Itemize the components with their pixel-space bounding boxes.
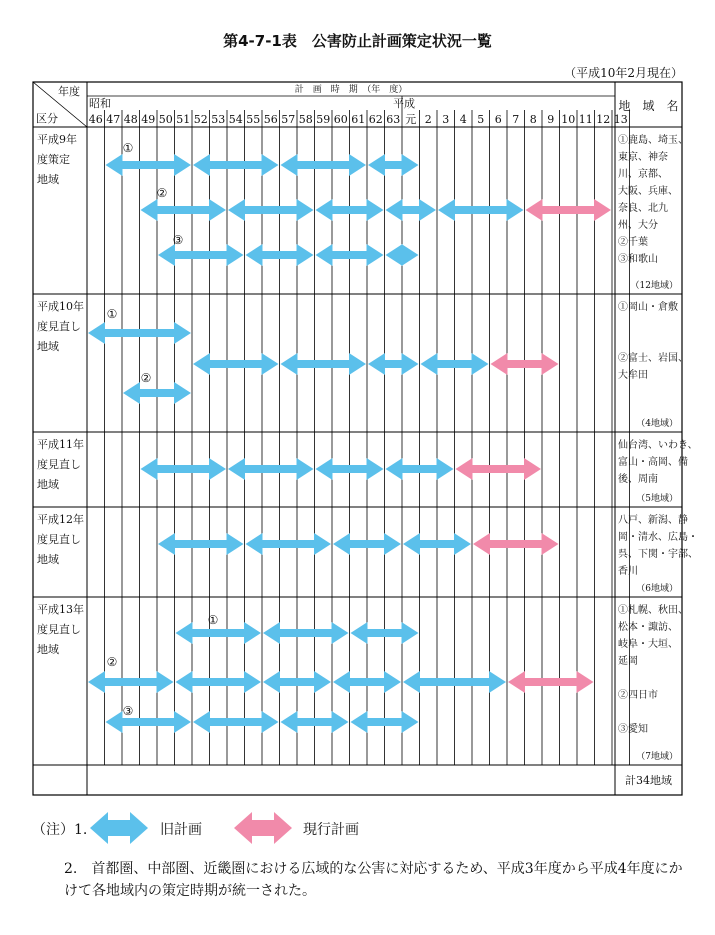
old-plan-arrow [193,353,279,375]
old-plan-arrow [281,353,367,375]
year-label: 47 [106,113,121,126]
year-label: 9 [547,113,555,126]
region-name: 大阪、兵庫、 [618,186,678,197]
page-title: 第4-7-1表 公害防止計画策定状況一覧 [223,32,492,50]
as-of-date: （平成10年2月現在） [564,66,683,80]
region-name: 仙台湾、いわき、 [618,440,698,451]
plan-period-label: 計 画 時 期 （年 度） [294,85,408,95]
current-plan-arrow [473,533,559,555]
year-label: 11 [578,113,593,126]
legend-old-arrow-icon [88,810,150,846]
plan-marker: ② [156,186,168,200]
row-label: 平成9年 [37,133,77,146]
region-name: 香川 [618,566,638,577]
note-2: 2. 首都圏、中部圏、近畿圏における広域的な公害に対応するため、平成3年度から平成4年度にかけて各地域内の策定時期が統一された。 [64,861,683,899]
year-label: 49 [141,113,156,126]
old-plan-arrow [141,199,227,221]
region-name: 岡・清水、広島・ [618,532,698,543]
region-count: （12地域） [630,281,678,291]
old-plan-arrow [438,199,524,221]
region-name: 奈良、北九 [618,203,668,214]
region-name: ③和歌山 [618,254,658,265]
year-label: 46 [88,113,103,126]
region-name: 岐阜・大垣、 [618,639,678,650]
old-plan-arrow [228,199,314,221]
plan-marker: ② [140,371,152,385]
year-label: 元 [405,113,417,126]
region-name: ②千葉 [618,237,648,248]
table-frame [33,82,682,795]
year-label: 2 [424,113,432,126]
year-label: 52 [193,113,208,126]
current-plan-arrow [508,671,594,693]
plan-marker: ③ [172,233,184,247]
year-label: 62 [368,113,383,126]
corner-label-year: 年度 [58,85,80,98]
era-heisei-label: 平成 [393,97,415,110]
row-label: 平成11年 [37,438,84,451]
legend-current-label: 現行計画 [303,822,359,838]
region-name: ②四日市 [618,690,658,701]
row-label: 平成13年 [37,603,84,616]
region-count: （4地域） [636,419,678,429]
corner-label-category: 区分 [36,112,58,125]
region-name: 川、京都、 [618,169,668,180]
year-label: 60 [333,113,348,126]
year-label: 51 [176,113,191,126]
row-label: 平成12年 [37,513,84,526]
old-plan-arrow [88,671,174,693]
year-label: 53 [211,113,226,126]
old-plan-arrow [263,622,349,644]
old-plan-arrow [368,154,419,176]
old-plan-arrow [193,711,279,733]
note-1-label: （注）1. [32,822,88,838]
row-label: 度見直し [37,458,81,471]
region-count: （6地域） [636,584,678,594]
year-label: 7 [512,113,520,126]
old-plan-arrow [281,154,367,176]
year-label: 58 [298,113,313,126]
region-name: ①岡山・倉敷 [618,302,678,313]
old-plan-arrow [106,154,192,176]
old-plan-arrow [158,244,244,266]
row-label: 平成10年 [37,300,84,313]
year-label: 55 [246,113,261,126]
old-plan-arrow [106,711,192,733]
row-label: 度策定 [37,153,70,166]
region-name: 州、大分 [618,220,658,231]
region-name: 呉、下関・宇部、 [618,549,698,560]
old-plan-arrow [158,533,244,555]
era-showa-label: 昭和 [89,97,111,110]
current-plan-arrow [456,458,542,480]
year-label: 61 [351,113,366,126]
row-label: 度見直し [37,533,81,546]
old-plan-arrow [141,458,227,480]
year-label: 13 [613,113,628,126]
legend-old-label: 旧計画 [160,822,202,838]
row-label: 地域 [37,340,59,353]
region-name: ①札幌、秋田、 [618,605,688,616]
region-name: ②富士、岩国、 [618,353,688,364]
row-label: 地域 [37,553,59,566]
plan-marker: ① [207,613,219,627]
old-plan-arrow [246,533,332,555]
plan-marker: ① [122,141,134,155]
year-label: 54 [228,113,243,126]
old-plan-arrow [368,353,419,375]
year-label: 56 [263,113,278,126]
year-label: 10 [561,113,576,126]
region-count: （7地域） [636,752,678,762]
plan-marker: ① [106,307,118,321]
region-name: ①鹿島、埼玉、 [618,135,688,146]
region-name: 大牟田 [618,370,648,381]
old-plan-arrow [193,154,279,176]
year-label: 3 [442,113,450,126]
region-name: 延岡 [618,656,638,667]
year-label: 12 [596,113,611,126]
current-plan-arrow [526,199,612,221]
row-label: 地域 [37,478,59,491]
total-count: 計34地域 [625,774,672,787]
year-label: 5 [477,113,485,126]
region-name: 東京、神奈 [618,152,668,163]
year-label: 50 [158,113,173,126]
plan-marker: ③ [122,704,134,718]
legend-current-arrow-icon [232,810,294,846]
region-name: 松本・諏訪、 [618,622,678,633]
region-name: 後、周南 [618,474,658,485]
region-name: 八戸、新潟、静 [618,515,688,526]
row-label: 度見直し [37,320,81,333]
old-plan-arrow [386,199,437,221]
region-name: ③愛知 [618,724,648,735]
year-label: 4 [459,113,467,126]
year-label: 63 [386,113,401,126]
old-plan-arrow [386,244,419,266]
old-plan-arrow [228,458,314,480]
region-count: （5地域） [636,494,678,504]
old-plan-arrow [176,671,262,693]
region-name: 富山・高岡、備 [618,457,688,468]
row-label: 地域 [37,643,59,656]
year-label: 8 [529,113,537,126]
row-label: 度見直し [37,623,81,636]
region-col-header: 地 域 名 [618,99,679,113]
row-label: 地域 [37,173,59,186]
year-label: 57 [281,113,296,126]
year-label: 6 [494,113,502,126]
plan-marker: ② [106,655,118,669]
year-label: 48 [123,113,138,126]
year-label: 59 [316,113,331,126]
